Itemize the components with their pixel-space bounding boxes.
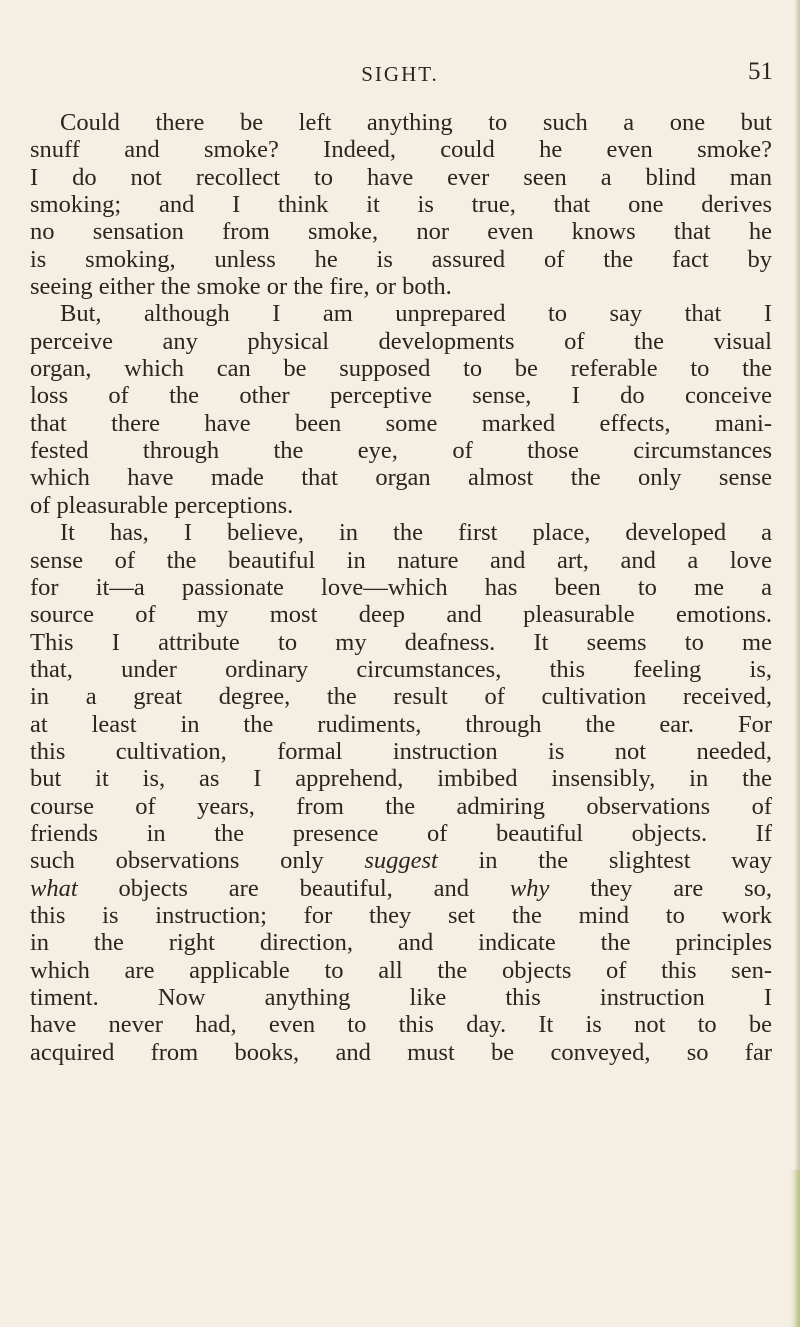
italic-word: why: [509, 874, 550, 902]
text-line: this is instruction; for they set the mind to work: [30, 901, 772, 929]
text-line: that, under ordinary circumstances, this feeling is,: [30, 655, 772, 683]
body-text: [30, 109, 772, 1066]
text-line: in the right direction, and indicate the principles: [30, 929, 772, 957]
text-line: smoking; and I think it is true, that one derives: [30, 191, 772, 219]
text-run: such observations only: [30, 847, 365, 875]
text-line: that there have been some marked effects, mani-: [30, 409, 772, 437]
text-run: in the slightest way: [437, 847, 772, 875]
text-line: which have made that organ almost the only sense: [30, 464, 772, 492]
text-line: snuff and smoke? Indeed, could he even smoke?: [30, 136, 772, 164]
text-line: Could there be left anything to such a one but: [60, 109, 772, 136]
text-line: acquired from books, and must be conveyed, so far: [30, 1038, 772, 1066]
italic-word: what: [30, 874, 78, 902]
text-line-with-italics: [30, 875, 772, 902]
text-line: fested through the eye, of those circumstances: [30, 437, 772, 465]
text-line: no sensation from smoke, nor even knows that he: [30, 218, 772, 246]
text-line: organ, which can be supposed to be referable to the: [30, 355, 772, 383]
text-line: I do not recollect to have ever seen a blind man: [30, 163, 772, 191]
text-line: timent. Now anything like this instruction I: [30, 984, 772, 1011]
text-line: It has, I believe, in the first place, developed a: [60, 519, 772, 547]
page-edge-stain: [790, 1170, 800, 1327]
text-line: sense of the beautiful in nature and art, and a love: [30, 546, 772, 574]
text-line: at least in the rudiments, through the ear. For: [30, 710, 772, 738]
italic-word: suggest: [364, 847, 438, 875]
text-line: seeing either the smoke or the fire, or both.: [30, 273, 452, 301]
text-line: course of years, from the admiring observations of: [30, 792, 772, 820]
text-line: loss of the other perceptive sense, I do conceive: [30, 382, 772, 410]
text-line: have never had, even to this day. It is not to be: [30, 1011, 772, 1039]
text-line: for it—a passionate love—which has been to me a: [30, 573, 772, 601]
text-line: but it is, as I apprehend, imbibed insensibly, in the: [30, 765, 772, 793]
text-run: they are so,: [549, 874, 772, 902]
text-line: This I attribute to my deafness. It seems to me: [30, 628, 772, 656]
text-line: of pleasurable perceptions.: [30, 491, 294, 519]
text-run: objects are beautiful, and: [77, 874, 510, 902]
text-line: But, although I am unprepared to say that I: [60, 300, 772, 328]
text-line-with-italics: [30, 847, 772, 874]
text-line: is smoking, unless he is assured of the fact by: [30, 245, 772, 273]
running-head: SIGHT.: [361, 62, 439, 86]
text-line: source of my most deep and pleasurable emotions.: [30, 601, 772, 629]
page-header: [0, 58, 800, 94]
text-line: friends in the presence of beautiful objects. If: [30, 819, 772, 847]
text-line: this cultivation, formal instruction is not needed,: [30, 737, 772, 765]
text-line: perceive any physical developments of the visual: [30, 327, 772, 355]
page-number: 51: [748, 58, 773, 85]
text-line: which are applicable to all the objects of this sen-: [30, 956, 772, 984]
page-edge-shadow: [794, 0, 800, 1327]
text-line: in a great degree, the result of cultivation received,: [30, 683, 772, 711]
